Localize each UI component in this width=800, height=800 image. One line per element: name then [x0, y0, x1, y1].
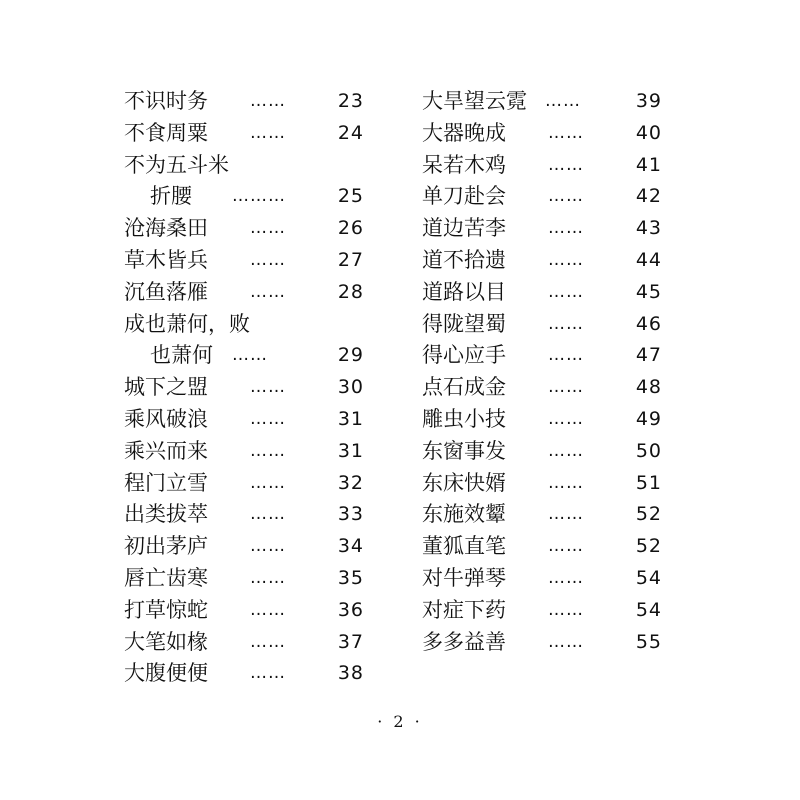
toc-entry-page: 32 [337, 471, 364, 494]
toc-entry-page: 51 [635, 471, 662, 494]
toc-entry [124, 181, 364, 213]
toc-entry [422, 563, 662, 595]
toc-entry-title: 对牛弹琴 [422, 565, 506, 590]
toc-entry-page: 52 [635, 535, 662, 558]
toc-entry [422, 627, 662, 659]
toc-entry-title: 东窗事发 [422, 438, 506, 463]
toc-entry [422, 309, 662, 341]
toc-entry-page: 50 [635, 439, 662, 462]
toc-entry [422, 340, 662, 372]
toc-entry-title: 雕虫小技 [422, 406, 506, 431]
toc-entry [422, 118, 662, 150]
toc-entry-title: 出类拔萃 [124, 502, 208, 527]
toc-entry-title: 董狐直笔 [422, 534, 506, 559]
page-number: · 2 · [377, 712, 423, 731]
toc-leader-dots: …… [250, 504, 286, 525]
toc-leader-dots: …… [250, 408, 286, 429]
toc-entry-title: 草木皆兵 [124, 247, 208, 272]
toc-leader-dots: …… [548, 408, 584, 429]
toc-entry [124, 118, 364, 150]
toc-entry-page: 54 [635, 598, 662, 621]
toc-leader-dots: …… [250, 377, 286, 398]
toc-entry-title: 折腰 [150, 184, 192, 209]
toc-entry [422, 213, 662, 245]
toc-entry [124, 86, 364, 118]
toc-entry [124, 340, 364, 372]
toc-entry [422, 595, 662, 627]
toc-entry-page: 40 [635, 121, 662, 144]
toc-entry-title: 不识时务 [124, 89, 208, 113]
toc-entry-title: 大笔如椽 [124, 629, 208, 654]
toc-entry-page: 35 [337, 566, 364, 589]
toc-entry [124, 468, 364, 500]
toc-entry-page: 44 [635, 248, 662, 271]
toc-entry [124, 213, 364, 245]
toc-entry-title: 程门立雪 [124, 470, 208, 495]
toc-leader-dots: …… [250, 663, 286, 684]
toc-entry [124, 404, 364, 436]
toc-leader-dots: …… [548, 536, 584, 557]
toc-leader-dots: …… [250, 91, 286, 111]
toc-leader-dots: …… [548, 631, 584, 652]
toc-leader-dots: …… [548, 377, 584, 398]
toc-leader-dots: …… [250, 536, 286, 557]
toc-entry-title: 乘风破浪 [124, 406, 208, 431]
toc-leader-dots: …… [548, 122, 584, 143]
toc-entry [422, 245, 662, 277]
toc-entry-page: 45 [635, 280, 662, 303]
toc-column-right [422, 86, 662, 658]
toc-entry-page: 29 [337, 344, 364, 367]
toc-entry [124, 563, 364, 595]
toc-entry-title: 也萧何 [150, 343, 213, 368]
toc-entry-page: 28 [337, 280, 364, 303]
toc-entry [422, 277, 662, 309]
toc-entry-page: 23 [337, 90, 364, 112]
toc-entry-page: 27 [337, 248, 364, 271]
toc-entry-page: 24 [337, 121, 364, 144]
toc-entry [124, 531, 364, 563]
toc-entry [124, 595, 364, 627]
toc-entry-title: 城下之盟 [124, 375, 208, 400]
toc-leader-dots: …… [548, 345, 584, 366]
toc-leader-dots: …… [548, 440, 584, 461]
toc-entry-page: 38 [337, 662, 364, 685]
toc-leader-dots: …… [232, 345, 268, 366]
toc-leader-dots: …… [250, 567, 286, 588]
toc-leader-dots: …… [548, 504, 584, 525]
toc-leader-dots: ……… [232, 186, 286, 207]
toc-entry-page: 31 [337, 439, 364, 462]
toc-leader-dots: …… [548, 218, 584, 239]
toc-entry-page: 48 [635, 376, 662, 399]
toc-entry-page: 33 [337, 503, 364, 526]
toc-entry [422, 150, 662, 182]
toc-leader-dots: …… [548, 281, 584, 302]
toc-leader-dots: …… [545, 91, 581, 111]
toc-entry-page: 26 [337, 217, 364, 240]
toc-entry [124, 436, 364, 468]
toc-entry-title: 初出茅庐 [124, 534, 208, 559]
toc-entry [124, 277, 364, 309]
toc-leader-dots: …… [250, 218, 286, 239]
toc-leader-dots: …… [250, 249, 286, 270]
toc-entry-title: 道不拾遗 [422, 247, 506, 272]
toc-entry [422, 468, 662, 500]
toc-entry [124, 658, 364, 690]
toc-entry-page: 36 [337, 598, 364, 621]
toc-entry-page: 30 [337, 376, 364, 399]
toc-entry-title: 单刀赴会 [422, 184, 506, 209]
toc-leader-dots: …… [250, 440, 286, 461]
toc-entry-title: 对症下药 [422, 597, 506, 622]
toc-column-left [124, 86, 364, 690]
toc-entry-title: 沧海桑田 [124, 216, 208, 241]
toc-entry [422, 181, 662, 213]
toc-leader-dots: …… [548, 154, 584, 175]
toc-entry [124, 372, 364, 404]
toc-entry-title: 得心应手 [422, 343, 506, 368]
toc-entry-page: 43 [635, 217, 662, 240]
toc-entry-title: 不为五斗米 [124, 152, 229, 177]
toc-entry-title: 大旱望云霓 [422, 89, 527, 113]
toc-entry-title: 成也萧何，败 [124, 311, 250, 336]
toc-entry [422, 372, 662, 404]
toc-entry [124, 499, 364, 531]
toc-entry-title: 大腹便便 [124, 661, 208, 686]
toc-entry-page: 41 [635, 153, 662, 176]
toc-entry [422, 404, 662, 436]
toc-entry [124, 309, 364, 341]
toc-entry-title: 打草惊蛇 [124, 597, 208, 622]
toc-entry-title: 得陇望蜀 [422, 311, 506, 336]
toc-entry-page: 46 [635, 312, 662, 335]
toc-entry-page: 31 [337, 407, 364, 430]
toc-entry-title: 大器晚成 [422, 120, 506, 145]
toc-leader-dots: …… [548, 186, 584, 207]
toc-leader-dots: …… [548, 313, 584, 334]
toc-entry-page: 55 [635, 630, 662, 653]
toc-entry-title: 沉鱼落雁 [124, 279, 208, 304]
toc-entry-title: 呆若木鸡 [422, 152, 506, 177]
toc-leader-dots: …… [548, 599, 584, 620]
toc-entry-title: 道路以目 [422, 279, 506, 304]
toc-leader-dots: …… [250, 631, 286, 652]
toc-entry-title: 东施效颦 [422, 502, 506, 527]
toc-entry-title: 道边苦李 [422, 216, 506, 241]
toc-leader-dots: …… [250, 599, 286, 620]
toc-leader-dots: …… [548, 472, 584, 493]
toc-entry-page: 37 [337, 630, 364, 653]
toc-leader-dots: …… [548, 567, 584, 588]
toc-leader-dots: …… [250, 472, 286, 493]
toc-entry [422, 499, 662, 531]
toc-leader-dots: …… [250, 122, 286, 143]
toc-entry [124, 245, 364, 277]
toc-entry-page: 54 [635, 566, 662, 589]
toc-entry-page: 34 [337, 535, 364, 558]
toc-entry-title: 乘兴而来 [124, 438, 208, 463]
toc-leader-dots: …… [250, 281, 286, 302]
toc-entry-page: 52 [635, 503, 662, 526]
toc-entry [124, 150, 364, 182]
toc-entry [422, 86, 662, 118]
toc-entry-page: 47 [635, 344, 662, 367]
toc-entry-page: 42 [635, 185, 662, 208]
toc-leader-dots: …… [548, 249, 584, 270]
toc-entry-title: 唇亡齿寒 [124, 565, 208, 590]
toc-entry-title: 多多益善 [422, 629, 506, 654]
toc-entry-title: 不食周粟 [124, 120, 208, 145]
toc-entry [422, 436, 662, 468]
toc-entry-page: 39 [635, 90, 662, 112]
toc-entry-page: 49 [635, 407, 662, 430]
toc-entry-title: 点石成金 [422, 375, 506, 400]
toc-entry [124, 627, 364, 659]
toc-entry-title: 东床快婿 [422, 470, 506, 495]
toc-entry-page: 25 [337, 185, 364, 208]
toc-entry [422, 531, 662, 563]
